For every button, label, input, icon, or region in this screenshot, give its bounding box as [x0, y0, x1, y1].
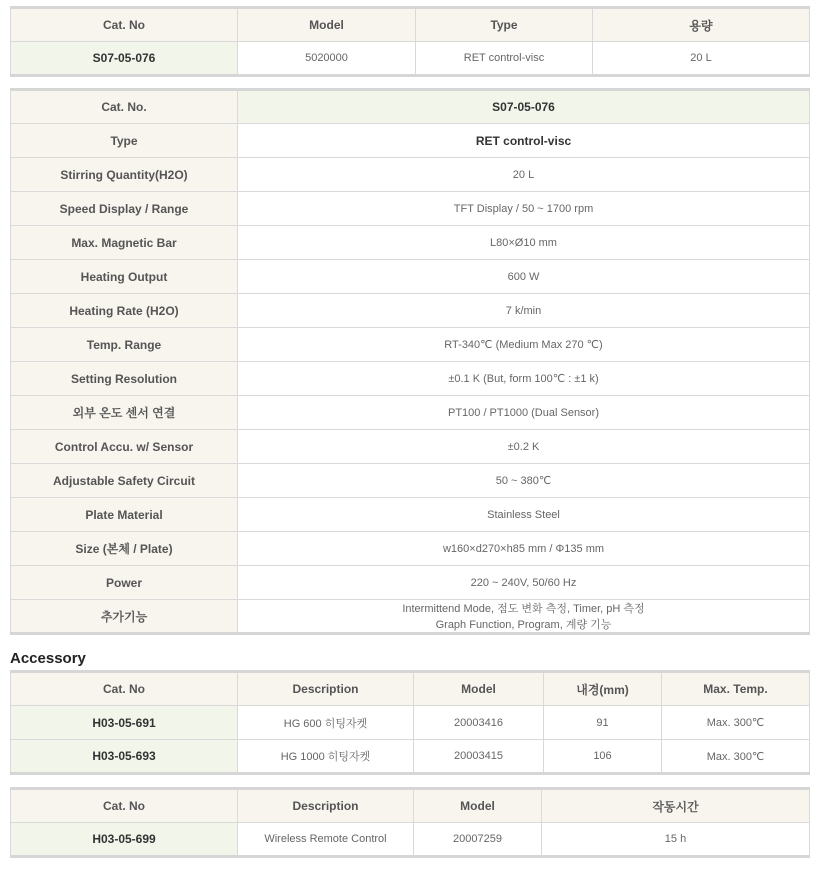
cat-no-cell: H03-05-691: [11, 706, 238, 740]
spec-key: Heating Output: [11, 260, 238, 294]
model-cell: 5020000: [238, 42, 416, 76]
spec-row: [11, 600, 810, 634]
max-temp-cell: Max. 300℃: [662, 740, 810, 774]
description-cell: HG 600 히팅자켓: [238, 706, 414, 740]
spec-row: [11, 90, 810, 124]
spec-row: [11, 396, 810, 430]
table-header-row: [11, 672, 810, 706]
description-cell: Wireless Remote Control: [238, 823, 414, 857]
spec-table: [10, 88, 810, 635]
column-header: Description: [238, 789, 414, 823]
table-row: [11, 42, 810, 76]
model-cell: 20003415: [414, 740, 544, 774]
spec-value: 50 ~ 380℃: [238, 464, 810, 498]
spec-value: ±0.1 K (But, form 100℃ : ±1 k): [238, 362, 810, 396]
spec-value: S07-05-076: [238, 90, 810, 124]
spec-row: [11, 430, 810, 464]
spec-row: [11, 464, 810, 498]
spec-value-line: Intermittend Mode, 점도 변화 측정, Timer, pH 측정: [402, 603, 645, 615]
column-header: Cat. No: [11, 8, 238, 42]
spec-value: RET control-visc: [238, 124, 810, 158]
spec-value: ±0.2 K: [238, 430, 810, 464]
spec-value: TFT Display / 50 ~ 1700 rpm: [238, 192, 810, 226]
spec-key: 외부 온도 센서 연결: [11, 396, 238, 430]
spec-row: [11, 158, 810, 192]
spec-value: Stainless Steel: [238, 498, 810, 532]
column-header: Description: [238, 672, 414, 706]
spec-value: w160×d270×h85 mm / Φ135 mm: [238, 532, 810, 566]
spec-value: RT-340℃ (Medium Max 270 ℃): [238, 328, 810, 362]
spec-key: Cat. No.: [11, 90, 238, 124]
spec-key: Type: [11, 124, 238, 158]
table-row: [11, 823, 810, 857]
column-header: Model: [414, 789, 542, 823]
spec-key: Heating Rate (H2O): [11, 294, 238, 328]
table-row: [11, 706, 810, 740]
spec-key: Control Accu. w/ Sensor: [11, 430, 238, 464]
max-temp-cell: Max. 300℃: [662, 706, 810, 740]
type-cell: RET control-visc: [416, 42, 593, 76]
capacity-cell: 20 L: [593, 42, 810, 76]
column-header: 용량: [593, 8, 810, 42]
product-summary-table: [10, 6, 810, 77]
table-row: [11, 740, 810, 774]
column-header: Type: [416, 8, 593, 42]
inner-diameter-cell: 106: [544, 740, 662, 774]
column-header: Model: [238, 8, 416, 42]
spec-value-line: Graph Function, Program, 계량 기능: [435, 619, 612, 631]
accessory-heading: Accessory: [10, 650, 86, 667]
spec-key: Size (본체 / Plate): [11, 532, 238, 566]
spec-row: [11, 124, 810, 158]
accessory-table-2: [10, 787, 810, 858]
model-cell: 20007259: [414, 823, 542, 857]
spec-row: [11, 362, 810, 396]
spec-key: Power: [11, 566, 238, 600]
operating-time-cell: 15 h: [542, 823, 810, 857]
column-header: Cat. No: [11, 789, 238, 823]
spec-row: [11, 328, 810, 362]
accessory-table: [10, 670, 810, 775]
column-header: 작동시간: [542, 789, 810, 823]
spec-key: 추가기능: [11, 600, 238, 634]
spec-key: Max. Magnetic Bar: [11, 226, 238, 260]
spec-value-multiline: [238, 600, 810, 634]
spec-row: [11, 260, 810, 294]
spec-key: Stirring Quantity(H2O): [11, 158, 238, 192]
spec-row: [11, 532, 810, 566]
spec-value: 220 ~ 240V, 50/60 Hz: [238, 566, 810, 600]
spec-row: [11, 226, 810, 260]
table-header-row: [11, 8, 810, 42]
spec-value: 600 W: [238, 260, 810, 294]
spec-row: [11, 294, 810, 328]
column-header: 내경(mm): [544, 672, 662, 706]
column-header: Cat. No: [11, 672, 238, 706]
spec-key: Plate Material: [11, 498, 238, 532]
spec-key: Adjustable Safety Circuit: [11, 464, 238, 498]
spec-value: 20 L: [238, 158, 810, 192]
cat-no-cell: H03-05-699: [11, 823, 238, 857]
column-header: Model: [414, 672, 544, 706]
table-header-row: [11, 789, 810, 823]
spec-key: Temp. Range: [11, 328, 238, 362]
model-cell: 20003416: [414, 706, 544, 740]
cat-no-cell: S07-05-076: [11, 42, 238, 76]
spec-row: [11, 498, 810, 532]
spec-row: [11, 566, 810, 600]
spec-value: PT100 / PT1000 (Dual Sensor): [238, 396, 810, 430]
cat-no-cell: H03-05-693: [11, 740, 238, 774]
description-cell: HG 1000 히팅자켓: [238, 740, 414, 774]
column-header: Max. Temp.: [662, 672, 810, 706]
spec-value: L80×Ø10 mm: [238, 226, 810, 260]
inner-diameter-cell: 91: [544, 706, 662, 740]
spec-key: Speed Display / Range: [11, 192, 238, 226]
spec-row: [11, 192, 810, 226]
spec-value: 7 k/min: [238, 294, 810, 328]
spec-key: Setting Resolution: [11, 362, 238, 396]
